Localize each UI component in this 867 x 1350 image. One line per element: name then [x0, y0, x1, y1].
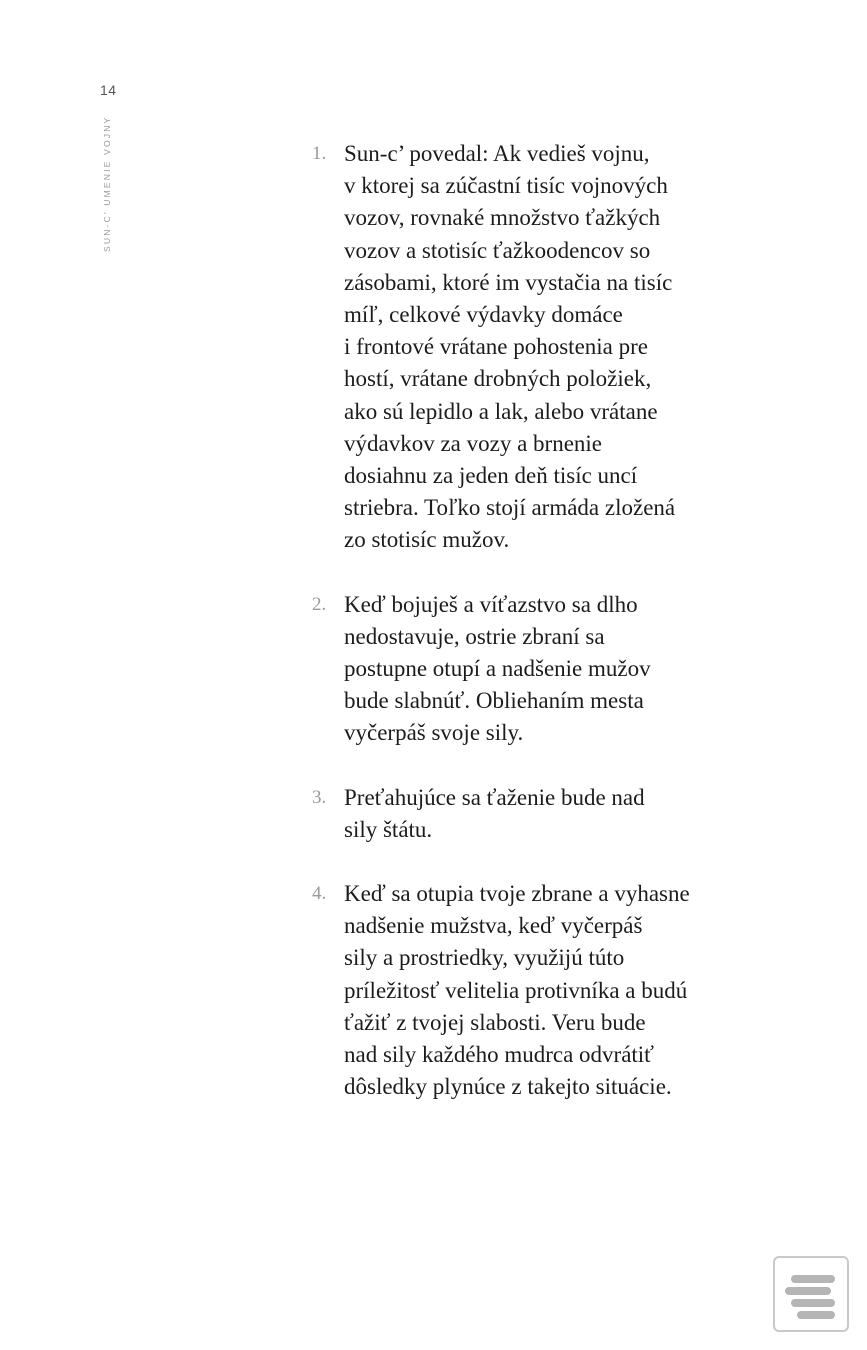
item-text — [344, 782, 706, 846]
text-line: ako sú lepidlo a lak, alebo vrátane — [344, 398, 658, 424]
text-line: Keď sa otupia tvoje zbrane a vyhasne — [344, 881, 690, 907]
text-line: vozov a stotisíc ťažkoodencov so — [344, 237, 651, 263]
text-line: Keď bojuješ a víťazstvo sa dlho — [344, 591, 638, 617]
text-line: postupne otupí a nadšenie mužov — [344, 656, 651, 682]
list-item — [306, 138, 706, 557]
running-head: SUN-C’ UMENIE VOJNY — [102, 115, 112, 252]
numbered-list — [306, 138, 706, 1135]
item-text — [344, 138, 706, 557]
text-line: ťažiť z tvojej slabosti. Veru bude — [344, 1009, 646, 1035]
item-number: 3. — [312, 786, 327, 808]
list-item — [306, 878, 706, 1103]
list-item — [306, 782, 706, 846]
item-text — [344, 589, 706, 750]
reader-mode-button[interactable] — [773, 1256, 849, 1332]
text-line: Sun-c’ povedal: Ak vedieš vojnu, — [344, 141, 650, 166]
page-number: 14 — [100, 82, 117, 98]
text-line: vozov, rovnaké množstvo ťažkých — [344, 205, 661, 231]
text-lines-icon — [775, 1258, 847, 1330]
text-line: bude slabnúť. Obliehaním mesta — [344, 688, 644, 714]
text-line: nedostavuje, ostrie zbraní sa — [344, 623, 605, 649]
text-line: nad sily každého mudrca odvrátiť — [344, 1042, 655, 1068]
text-line: výdavkov za vozy a brnenie — [344, 430, 603, 456]
text-line: sily štátu. — [344, 816, 433, 842]
text-line: dosiahnu za jeden deň tisíc uncí — [344, 463, 638, 489]
item-number: 4. — [312, 883, 327, 905]
text-line: i frontové vrátane pohostenia pre — [344, 334, 648, 360]
text-line: hostí, vrátane drobných položiek, — [344, 366, 652, 392]
text-line: striebra. Toľko stojí armáda zložená — [344, 495, 676, 521]
text-line: v ktorej sa zúčastní tisíc vojnových — [344, 173, 668, 199]
text-line: nadšenie mužstva, keď vyčerpáš — [344, 913, 643, 939]
item-text — [344, 878, 706, 1103]
item-number: 1. — [312, 143, 327, 164]
text-line: príležitosť velitelia protivníka a budú — [344, 977, 688, 1003]
text-line: sily a prostriedky, využijú túto — [344, 945, 625, 971]
item-number: 2. — [312, 593, 327, 615]
text-line: dôsledky plynúce z takejto situácie. — [344, 1074, 672, 1100]
text-line: vyčerpáš svoje sily. — [344, 720, 524, 746]
text-line: míľ, celkové výdavky domáce — [344, 302, 623, 328]
list-item — [306, 589, 706, 750]
text-line: Preťahujúce sa ťaženie bude nad — [344, 784, 645, 810]
text-line: zo stotisíc mužov. — [344, 527, 510, 553]
text-line: zásobami, ktoré im vystačia na tisíc — [344, 269, 673, 295]
